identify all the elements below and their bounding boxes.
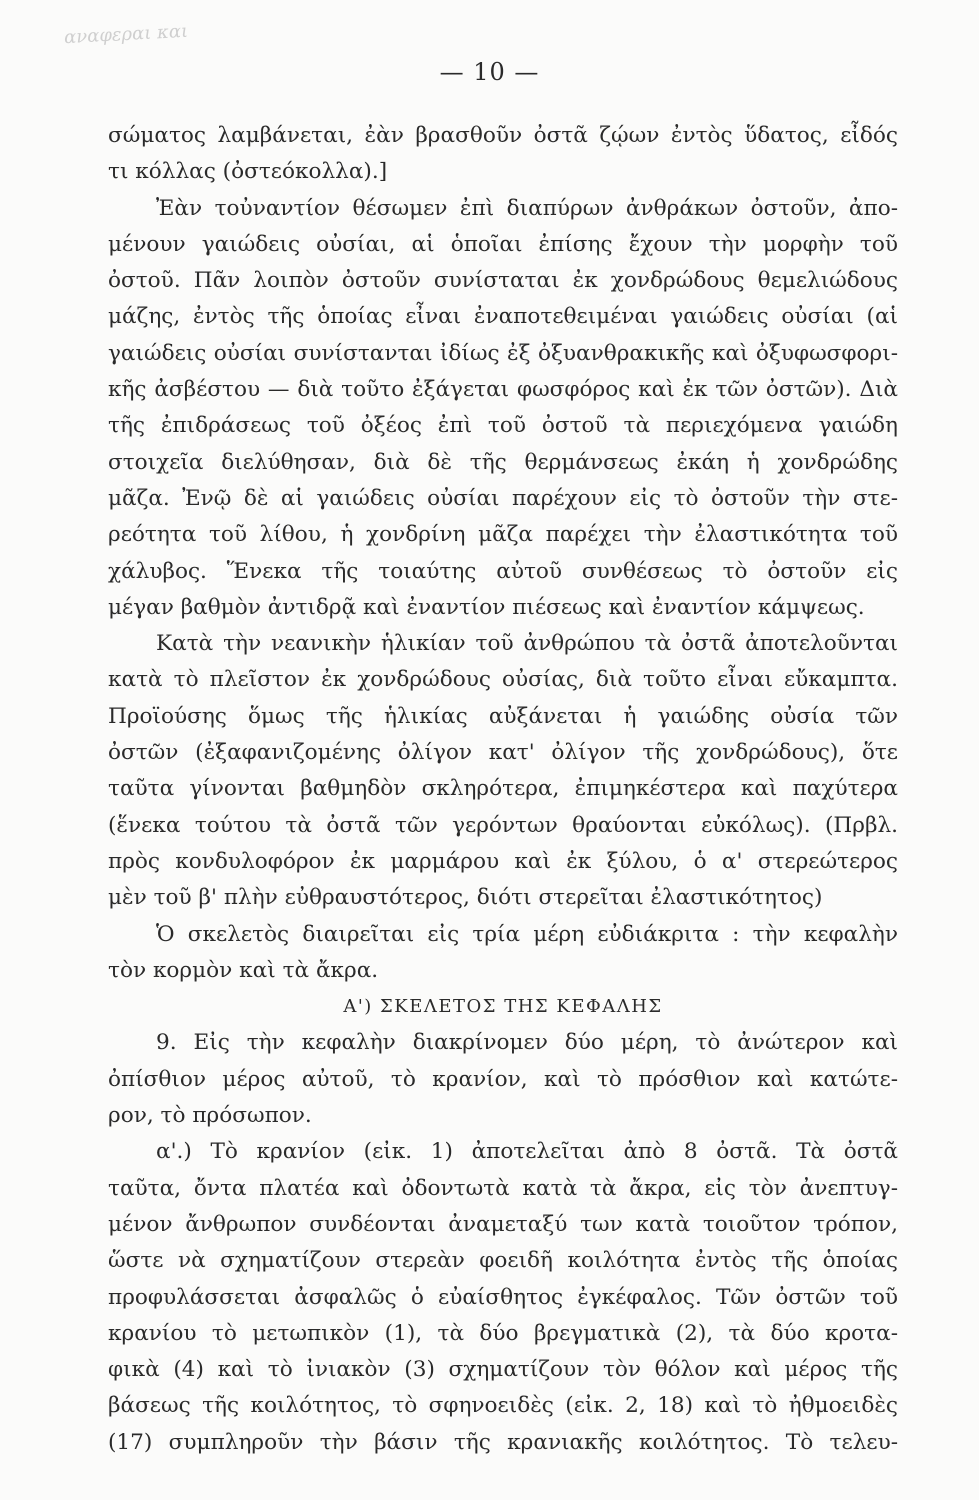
- body-text: [108, 118, 898, 1461]
- text-line: μᾶζα. Ἐνῷ δὲ αἱ γαιώδεις οὐσίαι παρέχουν εἰς τὸ ὀστοῦν τὴν στε-: [108, 485, 898, 511]
- text-line: 9. Εἰς τὴν κεφαλὴν διακρίνομεν δύο μέρη, τὸ ἀνώτερον καὶ: [156, 1030, 898, 1056]
- text-line: μένουν γαιώδεις οὐσίαι, αἱ ὁποῖαι ἐπίσης ἔχουν τὴν μορφὴν τοῦ: [108, 231, 898, 257]
- text-line: α'.) Τὸ κρανίον (εἰκ. 1) ἀποτελεῖται ἀπὸ 8 ὀστᾶ. Τὰ ὀστᾶ: [156, 1139, 898, 1165]
- text-line: στοιχεῖα διελύθησαν, διὰ δὲ τῆς θερμάνσεως ἐκάη ἡ χονδρώδης: [108, 449, 898, 475]
- text-line: κατὰ τὸ πλεῖστον ἐκ χονδρώδους οὐσίας, διὰ τοῦτο εἶναι εὔκαμπτα.: [108, 667, 898, 693]
- text-line: Ὁ σκελετὸς διαιρεῖται εἰς τρία μέρη εὐδιάκριτα : τὴν κεφαλὴν: [156, 921, 898, 947]
- text-line: ὀστοῦ. Πᾶν λοιπὸν ὀστοῦν συνίσταται ἐκ χονδρώδους θεμελιώδους: [108, 268, 898, 294]
- text-line: ὀπίσθιον μέρος αὐτοῦ, τὸ κρανίον, καὶ τὸ πρόσθιον καὶ κατώτε-: [108, 1066, 898, 1092]
- text-line: γαιώδεις οὐσίαι συνίστανται ἰδίως ἐξ ὀξυανθρακικῆς καὶ ὀξυφωσφορι-: [108, 340, 898, 366]
- text-line: μένον ἄνθρωπον συνδέονται ἀναμεταξύ των κατὰ τοιοῦτον τρόπον,: [108, 1211, 898, 1237]
- pencil-margin-note: αναφεραι και: [63, 20, 189, 49]
- text-line: ταῦτα γίνονται βαθμηδὸν σκληρότερα, ἐπιμηκέστερα καὶ παχύτερα: [108, 776, 898, 802]
- text-line: ὀστῶν (ἐξαφανιζομένης ὀλίγον κατ' ὀλίγον τῆς χονδρώδους), ὅτε: [108, 740, 898, 766]
- text-line: πρὸς κονδυλοφόρον ἐκ μαρμάρου καὶ ἐκ ξύλου, ὁ α' στερεώτερος: [108, 848, 898, 874]
- page-number: — 10 —: [439, 58, 540, 86]
- text-line: βάσεως τῆς κοιλότητος, τὸ σφηνοειδὲς (εἰκ. 2, 18) καὶ τὸ ἠθμοειδὲς: [108, 1393, 898, 1419]
- text-line: (17) συμπληροῦν τὴν βάσιν τῆς κρανιακῆς κοιλότητος. Τὸ τελευ-: [108, 1429, 898, 1455]
- text-line: τι κόλλας (ὀστεόκολλα).]: [108, 159, 388, 185]
- text-line: ὥστε νὰ σχηματίζουν στερεὰν φοειδῆ κοιλότητα ἐντὸς τῆς ὁποίας: [108, 1248, 898, 1274]
- text-line: φικὰ (4) καὶ τὸ ἰνιακὸν (3) σχηματίζουν τὸν θόλον καὶ μέρος τῆς: [108, 1357, 898, 1383]
- text-line: τῆς ἐπιδράσεως τοῦ ὀξέος ἐπὶ τοῦ ὀστοῦ τὰ περιεχόμενα γαιώδη: [108, 413, 898, 439]
- text-line: ταῦτα, ὄντα πλατέα καὶ ὀδοντωτὰ κατὰ τὰ ἄκρα, εἰς τὸν ἀνεπτυγ-: [108, 1175, 898, 1201]
- text-line: ρεότητα τοῦ λίθου, ἡ χονδρίνη μᾶζα παρέχει τὴν ἐλαστικότητα τοῦ: [108, 522, 898, 548]
- text-line: μάζης, ἐντὸς τῆς ὁποίας εἶναι ἐναποτεθειμέναι γαιώδεις οὐσίαι (αἱ: [108, 304, 898, 330]
- text-line: προφυλάσσεται ἀσφαλῶς ὁ εὐαίσθητος ἐγκέφαλος. Τῶν ὀστῶν τοῦ: [108, 1284, 898, 1310]
- text-line: Προϊούσης ὅμως τῆς ἡλικίας αὐξάνεται ἡ γαιώδης οὐσία τῶν: [108, 703, 898, 729]
- text-line: Ἐὰν τοὐναντίον θέσωμεν ἐπὶ διαπύρων ἀνθράκων ὀστοῦν, ἀπο-: [156, 195, 898, 221]
- text-line: ρον, τὸ πρόσωπον.: [108, 1103, 312, 1129]
- text-line: σώματος λαμβάνεται, ἐὰν βρασθοῦν ὀστᾶ ζῴων ἐντὸς ὕδατος, εἶδός: [108, 123, 898, 148]
- text-line: τὸν κορμὸν καὶ τὰ ἄκρα.: [108, 957, 379, 983]
- text-line: μέγαν βαθμὸν ἀντιδρᾷ καὶ ἐναντίον πιέσεως καὶ ἐναντίον κάμψεως.: [108, 594, 865, 620]
- text-line: (ἕνεκα τούτου τὰ ὀστᾶ τῶν γερόντων θραύονται εὐκόλως). (Πρβλ.: [108, 812, 898, 838]
- text-line: κρανίου τὸ μετωπικὸν (1), τὰ δύο βρεγματικὰ (2), τὰ δύο κροτα-: [108, 1320, 898, 1346]
- text-line: χάλυβος. Ἕνεκα τῆς τοιαύτης αὐτοῦ συνθέσεως τὸ ὀστοῦν εἰς: [108, 558, 898, 584]
- section-heading: Α') ΣΚΕΛΕΤΟΣ ΤΗΣ ΚΕΦΑΛΗΣ: [343, 996, 663, 1018]
- text-line: κῆς ἀσβέστου — διὰ τοῦτο ἐξάγεται φωσφόρος καὶ ἐκ τῶν ὀστῶν). Διὰ: [108, 377, 898, 403]
- text-line: μὲν τοῦ β' πλὴν εὐθραυστότερος, διότι στερεῖται ἐλαστικότητος): [108, 885, 823, 911]
- text-line: Κατὰ τὴν νεανικὴν ἡλικίαν τοῦ ἀνθρώπου τὰ ὀστᾶ ἀποτελοῦνται: [156, 631, 898, 657]
